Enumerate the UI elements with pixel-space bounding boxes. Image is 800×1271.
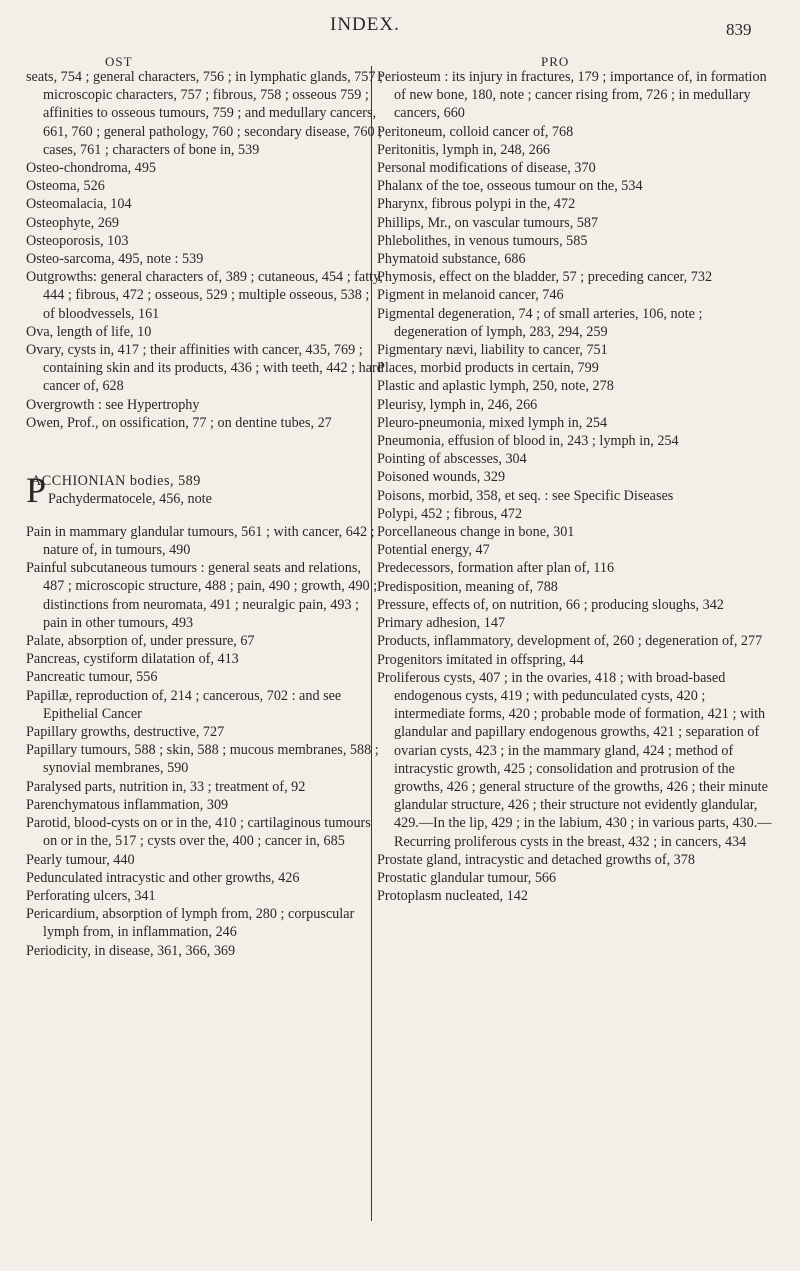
index-entry: Outgrowths: general characters of, 389 ; cutaneous, 454 ; fatty, 444 ; fibrous, 472 ; osseous, 529 ; multiple osseous, 538 ; of bloodvessels, 161 bbox=[26, 269, 383, 322]
index-entry: Phymatoid substance, 686 bbox=[377, 251, 526, 268]
index-entry: Osteoma, 526 bbox=[26, 178, 105, 195]
index-entry: Pointing of abscesses, 304 bbox=[377, 451, 527, 468]
index-entry: Periodicity, in disease, 361, 366, 369 bbox=[26, 942, 236, 959]
dropcap-entry bbox=[26, 470, 384, 511]
index-entry: Plastic and aplastic lymph, 250, note, 278 bbox=[377, 378, 614, 395]
index-entry: Painful subcutaneous tumours : general seats and relations, 487 ; microscopic structure, 488 ; pain, 490 ; growth, 490 ; distinctions from neuromata, 491 ; neuralgic pain, 493 ; pain in other tumours, 493 bbox=[26, 560, 378, 631]
index-entry: Owen, Prof., on ossification, 77 ; on dentine tubes, 27 bbox=[26, 414, 332, 431]
left-column bbox=[26, 68, 384, 960]
index-entry: Pedunculated intracystic and other growths, 426 bbox=[26, 869, 300, 886]
index-entry: Osteomalacia, 104 bbox=[26, 196, 132, 213]
right-entries bbox=[377, 68, 772, 905]
index-entry: Pericardium, absorption of lymph from, 280 ; corpuscular lymph from, in inflammation, 246 bbox=[26, 906, 355, 941]
index-entry: Periosteum : its injury in fractures, 179 ; importance of, in formation of new bone, 180, note ; cancer rising from, 726 ; in medullary cancers, 660 bbox=[377, 69, 767, 122]
index-entry: Prostate gland, intracystic and detached growths of, 378 bbox=[377, 851, 695, 868]
section-gap bbox=[26, 432, 384, 458]
index-entry: Phillips, Mr., on vascular tumours, 587 bbox=[377, 214, 599, 231]
index-entry: Ovary, cysts in, 417 ; their affinities with cancer, 435, 769 ; containing skin and its products, 436 ; with teeth, 442 ; hard cancer of, 628 bbox=[26, 342, 384, 395]
index-entry: Polypi, 452 ; fibrous, 472 bbox=[377, 505, 523, 522]
index-entry: Predecessors, formation after plan of, 116 bbox=[377, 560, 615, 577]
index-entry: Osteo-sarcoma, 495, note : 539 bbox=[26, 251, 204, 268]
index-entry: Peritoneum, colloid cancer of, 768 bbox=[377, 123, 574, 140]
index-entry: Phymosis, effect on the bladder, 57 ; preceding cancer, 732 bbox=[377, 269, 713, 286]
index-entry: Peritonitis, lymph in, 248, 266 bbox=[377, 141, 551, 158]
index-entry: Places, morbid products in certain, 799 bbox=[377, 360, 599, 377]
index-entry: Pigmentary nævi, liability to cancer, 751 bbox=[377, 342, 608, 359]
index-entry: Osteophyte, 269 bbox=[26, 214, 119, 231]
index-entry: seats, 754 ; general characters, 756 ; in lymphatic glands, 757 ; microscopic characters, 757 ; fibrous, 758 ; osseous 759 ; affinities to osseous tumours, 759 ; and medullary cancers, 661, 760 ; general pathology, 760 ; secondary disease, 760 ; cases, 761 ; characters of bone in, 539 bbox=[26, 69, 383, 158]
index-entry: Pneumonia, effusion of blood in, 243 ; lymph in, 254 bbox=[377, 433, 679, 450]
index-entry: Parenchymatous inflammation, 309 bbox=[26, 796, 229, 813]
right-guide-word: PRO bbox=[541, 54, 570, 69]
index-entry: Primary adhesion, 147 bbox=[377, 615, 506, 632]
dropcap-entry-text: ACCHIONIAN bodies, 589 bbox=[31, 473, 201, 490]
index-entry: Personal modifications of disease, 370 bbox=[377, 160, 596, 177]
right-column bbox=[377, 68, 772, 905]
index-entry: Predisposition, meaning of, 788 bbox=[377, 578, 558, 595]
left-guide-word: OST bbox=[105, 54, 133, 69]
index-entry: Perforating ulcers, 341 bbox=[26, 887, 156, 904]
index-entry: Phalanx of the toe, osseous tumour on the, 534 bbox=[377, 178, 643, 195]
index-entry: Papillary growths, destructive, 727 bbox=[26, 724, 225, 741]
index-entry: Phlebolithes, in venous tumours, 585 bbox=[377, 232, 588, 249]
index-entry: Paralysed parts, nutrition in, 33 ; treatment of, 92 bbox=[26, 778, 306, 795]
dropcap-letter: P bbox=[26, 470, 47, 511]
index-entry: Pain in mammary glandular tumours, 561 ; with cancer, 642 ; nature of, in tumours, 490 bbox=[26, 523, 375, 559]
index-entry: Prostatic glandular tumour, 566 bbox=[377, 869, 557, 886]
index-entry: Pancreatic tumour, 556 bbox=[26, 669, 158, 686]
index-entry: Proliferous cysts, 407 ; in the ovaries, 418 ; with broad-based endogenous cysts, 419 ; with pedunculated cysts, 420 ; intermediate forms, 420 ; probable mode of formation, 421 ; with glandular and papillary endogenous growths, 421 ; separation of ovarian cysts, 423 ; in the mammary gland, 424 ; method of intracystic growth, 425 ; consolidation and protrusion of the growths, 426 ; general structure of the growths, 426 ; their minute glandular structure, 426 ; their structure not evidently glandular, 429.—In the lip, 429 ; in the labium, 430 ; in various parts, 430.—Recurring proliferous cysts in the breast, 432 ; in cancers, 434 bbox=[377, 669, 772, 850]
dropcap-second-line: Pachydermatocele, 456, note bbox=[48, 491, 212, 508]
left-entries-before bbox=[26, 68, 384, 432]
index-entry: Pleuro-pneumonia, mixed lymph in, 254 bbox=[377, 414, 608, 431]
index-entry: Pancreas, cystiform dilatation of, 413 bbox=[26, 651, 239, 668]
index-entry: Pleurisy, lymph in, 246, 266 bbox=[377, 396, 538, 413]
index-entry: Palate, absorption of, under pressure, 67 bbox=[26, 633, 255, 650]
page-number: 839 bbox=[726, 20, 752, 39]
index-entry: Overgrowth : see Hypertrophy bbox=[26, 396, 200, 413]
left-entries-after bbox=[26, 523, 384, 960]
index-entry: Papillary tumours, 588 ; skin, 588 ; mucous membranes, 588 ; synovial membranes, 590 bbox=[26, 742, 379, 777]
index-entry: Protoplasm nucleated, 142 bbox=[377, 888, 528, 905]
index-entry: Pharynx, fibrous polypi in the, 472 bbox=[377, 196, 576, 213]
index-entry: Pigmental degeneration, 74 ; of small arteries, 106, note ; degeneration of lymph, 283, 294, 259 bbox=[377, 305, 703, 340]
index-entry: Porcellaneous change in bone, 301 bbox=[377, 524, 575, 541]
index-entry: Poisons, morbid, 358, et seq. : see Specific Diseases bbox=[377, 487, 674, 504]
index-entry: Parotid, blood-cysts on or in the, 410 ; cartilaginous tumours on or in the, 517 ; cysts over the, 400 ; cancer in, 685 bbox=[26, 815, 371, 850]
index-entry: Ova, length of life, 10 bbox=[26, 323, 152, 340]
index-entry: Potential energy, 47 bbox=[377, 542, 490, 559]
index-entry: Progenitors imitated in offspring, 44 bbox=[377, 651, 584, 668]
index-entry: Poisoned wounds, 329 bbox=[377, 469, 506, 486]
index-entry: Osteo-chondroma, 495 bbox=[26, 160, 157, 177]
running-head: INDEX. bbox=[330, 14, 400, 35]
index-entry: Pressure, effects of, on nutrition, 66 ; producing sloughs, 342 bbox=[377, 596, 724, 613]
index-entry: Pearly tumour, 440 bbox=[26, 851, 135, 868]
index-entry: Products, inflammatory, development of, 260 ; degeneration of, 277 bbox=[377, 633, 763, 650]
index-entry: Papillæ, reproduction of, 214 ; cancerous, 702 : and see Epithelial Cancer bbox=[26, 687, 342, 722]
index-entry: Pigment in melanoid cancer, 746 bbox=[377, 287, 564, 304]
index-entry: Osteoporosis, 103 bbox=[26, 232, 129, 249]
